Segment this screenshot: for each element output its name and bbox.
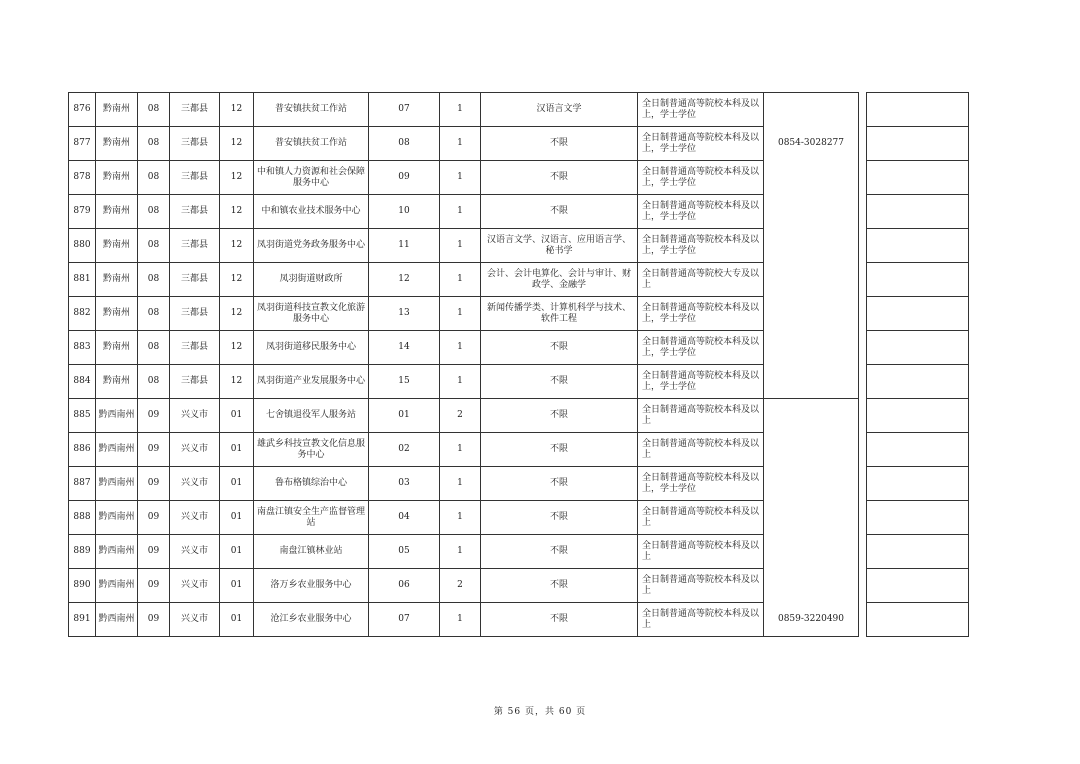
cell-unit-code: 12	[220, 263, 254, 297]
cell-county: 三都县	[170, 229, 220, 263]
cell-unit-code: 12	[220, 331, 254, 365]
cell-post-code: 11	[369, 229, 440, 263]
column-gap	[859, 501, 867, 535]
cell-post-unit: 南盘江镇林业站	[254, 535, 369, 569]
cell-remark	[867, 399, 969, 433]
cell-phone	[764, 229, 859, 263]
table-row	[69, 161, 969, 195]
column-gap	[859, 433, 867, 467]
cell-city: 黔南州	[96, 161, 138, 195]
cell-unit-code: 12	[220, 297, 254, 331]
cell-city-code: 09	[138, 569, 170, 603]
cell-city: 黔西南州	[96, 535, 138, 569]
column-gap	[859, 365, 867, 399]
cell-city-code: 09	[138, 433, 170, 467]
cell-phone	[764, 433, 859, 467]
cell-education: 全日制普通高等院校本科及以上，学士学位	[638, 331, 764, 365]
cell-education: 全日制普通高等院校本科及以上，学士学位	[638, 195, 764, 229]
cell-phone	[764, 331, 859, 365]
cell-city: 黔南州	[96, 127, 138, 161]
cell-headcount: 1	[440, 433, 481, 467]
cell-county: 兴义市	[170, 467, 220, 501]
cell-phone	[764, 569, 859, 603]
cell-post-unit: 南盘江镇安全生产监督管理站	[254, 501, 369, 535]
cell-post-code: 03	[369, 467, 440, 501]
cell-remark	[867, 433, 969, 467]
cell-post-code: 13	[369, 297, 440, 331]
cell-remark	[867, 127, 969, 161]
cell-phone: 0854-3028277	[764, 127, 859, 161]
cell-post-unit: 七舍镇退役军人服务站	[254, 399, 369, 433]
cell-phone	[764, 365, 859, 399]
table-row	[69, 93, 969, 127]
cell-major: 不限	[481, 433, 638, 467]
cell-unit-code: 01	[220, 399, 254, 433]
cell-major: 不限	[481, 535, 638, 569]
cell-education: 全日制普通高等院校大专及以上	[638, 263, 764, 297]
cell-remark	[867, 365, 969, 399]
cell-headcount: 1	[440, 263, 481, 297]
cell-headcount: 1	[440, 195, 481, 229]
cell-row-number: 887	[69, 467, 96, 501]
cell-headcount: 1	[440, 297, 481, 331]
table-body	[69, 93, 969, 637]
cell-headcount: 1	[440, 331, 481, 365]
table-row	[69, 297, 969, 331]
cell-post-unit: 凤羽街道财政所	[254, 263, 369, 297]
cell-major: 不限	[481, 331, 638, 365]
cell-post-code: 04	[369, 501, 440, 535]
cell-post-unit: 凤羽街道科技宣教文化旅游服务中心	[254, 297, 369, 331]
cell-unit-code: 01	[220, 501, 254, 535]
cell-row-number: 890	[69, 569, 96, 603]
cell-row-number: 882	[69, 297, 96, 331]
cell-city: 黔南州	[96, 297, 138, 331]
cell-phone	[764, 263, 859, 297]
cell-education: 全日制普通高等院校本科及以上，学士学位	[638, 93, 764, 127]
cell-headcount: 2	[440, 569, 481, 603]
cell-county: 兴义市	[170, 501, 220, 535]
cell-county: 兴义市	[170, 603, 220, 637]
cell-post-unit: 洛万乡农业服务中心	[254, 569, 369, 603]
cell-remark	[867, 195, 969, 229]
column-gap	[859, 569, 867, 603]
cell-education: 全日制普通高等院校本科及以上	[638, 399, 764, 433]
cell-education: 全日制普通高等院校本科及以上	[638, 433, 764, 467]
cell-city: 黔西南州	[96, 467, 138, 501]
cell-unit-code: 01	[220, 467, 254, 501]
cell-education: 全日制普通高等院校本科及以上，学士学位	[638, 127, 764, 161]
cell-remark	[867, 467, 969, 501]
cell-phone	[764, 161, 859, 195]
cell-unit-code: 12	[220, 195, 254, 229]
cell-post-unit: 中和镇农业技术服务中心	[254, 195, 369, 229]
cell-row-number: 877	[69, 127, 96, 161]
column-gap	[859, 127, 867, 161]
cell-phone	[764, 195, 859, 229]
cell-row-number: 886	[69, 433, 96, 467]
cell-headcount: 1	[440, 535, 481, 569]
cell-unit-code: 01	[220, 603, 254, 637]
cell-post-code: 15	[369, 365, 440, 399]
cell-headcount: 1	[440, 603, 481, 637]
cell-city-code: 08	[138, 93, 170, 127]
cell-major: 不限	[481, 161, 638, 195]
column-gap	[859, 263, 867, 297]
cell-education: 全日制普通高等院校本科及以上	[638, 535, 764, 569]
cell-post-code: 05	[369, 535, 440, 569]
cell-remark	[867, 297, 969, 331]
cell-education: 全日制普通高等院校本科及以上，学士学位	[638, 229, 764, 263]
column-gap	[859, 93, 867, 127]
cell-city: 黔南州	[96, 263, 138, 297]
cell-city: 黔南州	[96, 331, 138, 365]
cell-remark	[867, 331, 969, 365]
cell-county: 三都县	[170, 93, 220, 127]
cell-remark	[867, 603, 969, 637]
cell-city-code: 09	[138, 535, 170, 569]
cell-post-code: 12	[369, 263, 440, 297]
cell-row-number: 889	[69, 535, 96, 569]
cell-city: 黔西南州	[96, 603, 138, 637]
cell-county: 兴义市	[170, 399, 220, 433]
cell-education: 全日制普通高等院校本科及以上，学士学位	[638, 467, 764, 501]
cell-city-code: 08	[138, 365, 170, 399]
cell-city-code: 08	[138, 297, 170, 331]
cell-city: 黔南州	[96, 365, 138, 399]
cell-unit-code: 12	[220, 161, 254, 195]
cell-remark	[867, 93, 969, 127]
cell-row-number: 876	[69, 93, 96, 127]
cell-unit-code: 12	[220, 93, 254, 127]
cell-phone	[764, 297, 859, 331]
cell-post-code: 10	[369, 195, 440, 229]
cell-headcount: 1	[440, 365, 481, 399]
table-row	[69, 535, 969, 569]
cell-phone	[764, 467, 859, 501]
cell-major: 不限	[481, 127, 638, 161]
cell-headcount: 1	[440, 501, 481, 535]
cell-major: 汉语言文学、汉语言、应用语言学、秘书学	[481, 229, 638, 263]
cell-city-code: 08	[138, 161, 170, 195]
cell-post-code: 07	[369, 603, 440, 637]
cell-headcount: 2	[440, 399, 481, 433]
cell-education: 全日制普通高等院校本科及以上，学士学位	[638, 297, 764, 331]
cell-city-code: 09	[138, 399, 170, 433]
cell-remark	[867, 229, 969, 263]
column-gap	[859, 297, 867, 331]
column-gap	[859, 195, 867, 229]
column-gap	[859, 229, 867, 263]
cell-county: 三都县	[170, 297, 220, 331]
cell-major: 不限	[481, 365, 638, 399]
cell-major: 不限	[481, 603, 638, 637]
cell-education: 全日制普通高等院校本科及以上	[638, 501, 764, 535]
cell-headcount: 1	[440, 467, 481, 501]
cell-major: 会计、会计电算化、会计与审计、财政学、金融学	[481, 263, 638, 297]
cell-city-code: 08	[138, 229, 170, 263]
column-gap	[859, 331, 867, 365]
cell-post-unit: 凤羽街道移民服务中心	[254, 331, 369, 365]
cell-headcount: 1	[440, 161, 481, 195]
table-row	[69, 331, 969, 365]
cell-city: 黔西南州	[96, 433, 138, 467]
cell-remark	[867, 501, 969, 535]
cell-remark	[867, 263, 969, 297]
table-row	[69, 603, 969, 637]
cell-unit-code: 01	[220, 535, 254, 569]
cell-city-code: 08	[138, 195, 170, 229]
cell-unit-code: 12	[220, 365, 254, 399]
cell-post-code: 06	[369, 569, 440, 603]
cell-row-number: 881	[69, 263, 96, 297]
cell-post-code: 02	[369, 433, 440, 467]
cell-unit-code: 01	[220, 569, 254, 603]
cell-phone	[764, 501, 859, 535]
cell-row-number: 885	[69, 399, 96, 433]
cell-major: 不限	[481, 569, 638, 603]
cell-remark	[867, 535, 969, 569]
table-row	[69, 569, 969, 603]
cell-city-code: 08	[138, 331, 170, 365]
cell-county: 三都县	[170, 195, 220, 229]
column-gap	[859, 603, 867, 637]
cell-major: 新闻传播学类、计算机科学与技术、软件工程	[481, 297, 638, 331]
cell-education: 全日制普通高等院校本科及以上	[638, 569, 764, 603]
cell-post-code: 01	[369, 399, 440, 433]
table-row	[69, 501, 969, 535]
cell-education: 全日制普通高等院校本科及以上，学士学位	[638, 365, 764, 399]
cell-phone	[764, 399, 859, 433]
cell-row-number: 879	[69, 195, 96, 229]
cell-row-number: 883	[69, 331, 96, 365]
cell-major: 不限	[481, 501, 638, 535]
cell-phone: 0859-3220490	[764, 603, 859, 637]
cell-unit-code: 12	[220, 127, 254, 161]
cell-post-unit: 雄武乡科技宣教文化信息服务中心	[254, 433, 369, 467]
table-row	[69, 433, 969, 467]
cell-county: 兴义市	[170, 569, 220, 603]
cell-major: 不限	[481, 467, 638, 501]
table-row	[69, 195, 969, 229]
cell-unit-code: 01	[220, 433, 254, 467]
recruitment-table	[68, 92, 969, 637]
cell-county: 三都县	[170, 161, 220, 195]
cell-city: 黔西南州	[96, 569, 138, 603]
cell-county: 兴义市	[170, 535, 220, 569]
page-footer: 第 56 页，共 60 页	[493, 707, 587, 717]
column-gap	[859, 399, 867, 433]
table-row	[69, 229, 969, 263]
cell-education: 全日制普通高等院校本科及以上	[638, 603, 764, 637]
table-row	[69, 127, 969, 161]
cell-unit-code: 12	[220, 229, 254, 263]
cell-education: 全日制普通高等院校本科及以上，学士学位	[638, 161, 764, 195]
cell-city: 黔南州	[96, 195, 138, 229]
cell-post-unit: 沧江乡农业服务中心	[254, 603, 369, 637]
cell-remark	[867, 161, 969, 195]
table-row	[69, 263, 969, 297]
cell-headcount: 1	[440, 127, 481, 161]
cell-post-unit: 普安镇扶贫工作站	[254, 127, 369, 161]
cell-row-number: 880	[69, 229, 96, 263]
cell-county: 兴义市	[170, 433, 220, 467]
cell-city-code: 08	[138, 263, 170, 297]
column-gap	[859, 467, 867, 501]
cell-city-code: 09	[138, 501, 170, 535]
cell-county: 三都县	[170, 365, 220, 399]
cell-post-unit: 中和镇人力资源和社会保障服务中心	[254, 161, 369, 195]
cell-row-number: 888	[69, 501, 96, 535]
cell-post-code: 07	[369, 93, 440, 127]
cell-major: 汉语言文学	[481, 93, 638, 127]
cell-post-unit: 普安镇扶贫工作站	[254, 93, 369, 127]
cell-major: 不限	[481, 195, 638, 229]
cell-post-unit: 鲁布格镇综治中心	[254, 467, 369, 501]
column-gap	[859, 161, 867, 195]
cell-city-code: 09	[138, 467, 170, 501]
cell-county: 三都县	[170, 263, 220, 297]
cell-post-code: 08	[369, 127, 440, 161]
table-row	[69, 467, 969, 501]
cell-county: 三都县	[170, 127, 220, 161]
column-gap	[859, 535, 867, 569]
cell-post-code: 09	[369, 161, 440, 195]
cell-city: 黔南州	[96, 229, 138, 263]
cell-city-code: 09	[138, 603, 170, 637]
cell-post-unit: 凤羽街道党务政务服务中心	[254, 229, 369, 263]
cell-row-number: 878	[69, 161, 96, 195]
cell-headcount: 1	[440, 229, 481, 263]
cell-city-code: 08	[138, 127, 170, 161]
cell-headcount: 1	[440, 93, 481, 127]
cell-post-unit: 凤羽街道产业发展服务中心	[254, 365, 369, 399]
cell-city: 黔西南州	[96, 501, 138, 535]
cell-city: 黔南州	[96, 93, 138, 127]
table-row	[69, 399, 969, 433]
cell-remark	[867, 569, 969, 603]
cell-post-code: 14	[369, 331, 440, 365]
cell-major: 不限	[481, 399, 638, 433]
cell-row-number: 891	[69, 603, 96, 637]
cell-phone	[764, 93, 859, 127]
cell-city: 黔西南州	[96, 399, 138, 433]
table-row	[69, 365, 969, 399]
cell-phone	[764, 535, 859, 569]
cell-row-number: 884	[69, 365, 96, 399]
cell-county: 三都县	[170, 331, 220, 365]
